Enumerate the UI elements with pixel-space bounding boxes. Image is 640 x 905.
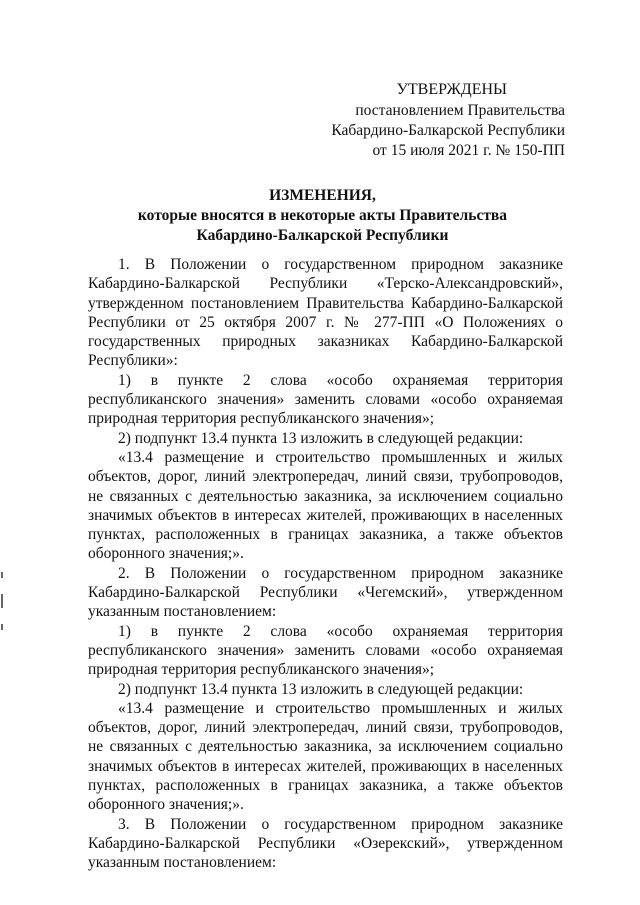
approval-stamp xyxy=(320,80,565,161)
paragraph-3: 3. В Положении о государственном природном заказнике Кабардино-Балкарской Республики «Озерекский», утвержденном указанным постановлением: xyxy=(88,815,563,872)
scan-mark xyxy=(1,594,3,608)
title-line-3: Кабардино-Балкарской Республики xyxy=(196,227,449,244)
paragraph-1-item-1: 1) в пункте 2 слова «особо охраняемая территория республиканского значения» заменить словами «особо охраняемая природная территория республиканского значения»; xyxy=(88,371,563,428)
paragraph-2-quote: «13.4 размещение и строительство промышленных и жилых объектов, дорог, линий электропередач, линий связи, трубопроводов, не связанных с деятельностью заказника, за исключением социально значимых объектов в интересах жителей, проживающих в населенных пунктах, расположенных в границах заказника, а также объектов оборонного значения;». xyxy=(88,699,563,814)
scan-margin-marks xyxy=(0,560,8,640)
paragraph-2-item-2: 2) подпункт 13.4 пункта 13 изложить в следующей редакции: xyxy=(118,680,524,698)
approval-line-2: Кабардино-Балкарской Республики xyxy=(331,122,565,139)
title-line-1: ИЗМЕНЕНИЯ, xyxy=(269,187,376,204)
title-line-2: которые вносятся в некоторые акты Правительства xyxy=(137,207,508,224)
document-title xyxy=(80,186,565,246)
paragraph-2-item-1: 1) в пункте 2 слова «особо охраняемая территория республиканского значения» заменить словами «особо охраняемая природная территория республиканского значения»; xyxy=(88,622,563,679)
approval-line-3: от 15 июля 2021 г. № 150-ПП xyxy=(372,142,565,159)
paragraph-2: 2. В Положении о государственном природном заказнике Кабардино-Балкарской Республики «Чегемский», утвержденном указанным постановлением: xyxy=(88,564,563,621)
document-body xyxy=(88,255,563,873)
paragraph-1-item-2: 2) подпункт 13.4 пункта 13 изложить в следующей редакции: xyxy=(118,429,524,447)
approval-line-1: постановлением Правительства xyxy=(355,102,565,119)
approval-heading: УТВЕРЖДЕНЫ xyxy=(396,81,507,98)
paragraph-1-quote: «13.4 размещение и строительство промышленных и жилых объектов, дорог, линий электропередач, линий связи, трубопроводов, не связанных с деятельностью заказника, за исключением социально значимых объектов в интересах жителей, проживающих в населенных пунктах, расположенных в границах заказника, а также объектов оборонного значения;». xyxy=(88,448,563,563)
scan-mark xyxy=(1,572,3,578)
scan-mark xyxy=(1,624,3,630)
paragraph-1: 1. В Положении о государственном природном заказнике Кабардино-Балкарской Республики «Терско-Александровский», утвержденном постановлением Правительства Кабардино-Балкарской Республики от 25 октября 2007 г. № 277-ПП «О Положениях о государственных природных заказниках Кабардино-Балкарской Республики»: xyxy=(88,256,563,370)
